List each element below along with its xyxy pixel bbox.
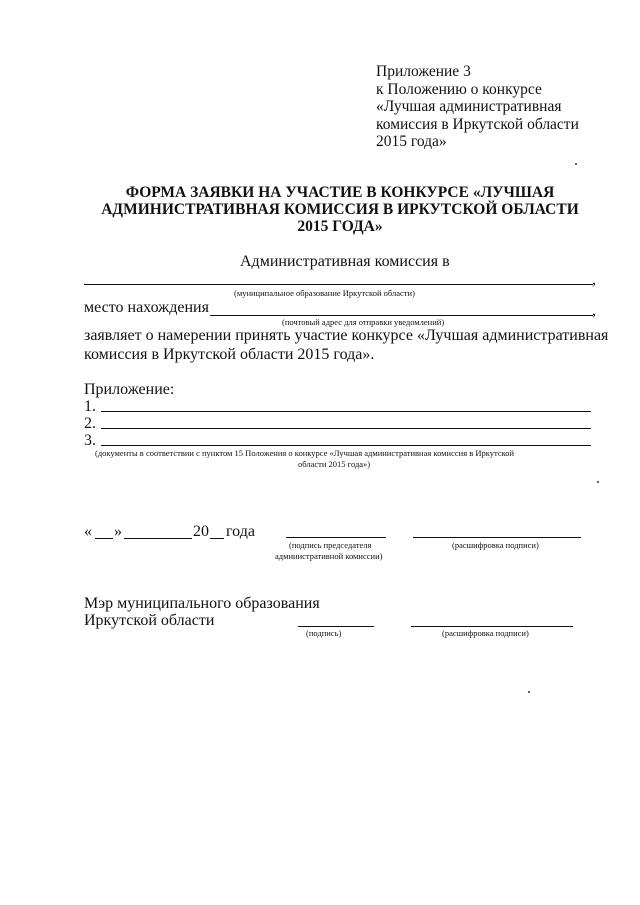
appendix-header — [376, 63, 579, 151]
attachments-heading: Приложение: — [84, 381, 175, 398]
address-field-line[interactable] — [210, 315, 593, 316]
statement-line: заявляет о намерении принять участие конкурсе «Лучшая административная — [84, 327, 609, 344]
date-open-quote: « — [84, 523, 92, 540]
appendix-line: Приложение 3 — [376, 63, 471, 80]
municipality-field-line[interactable] — [84, 284, 593, 285]
appendix-line: «Лучшая административная — [376, 98, 562, 115]
year-field-line[interactable] — [210, 538, 224, 539]
chair-decoding-caption: (расшифровка подписи) — [452, 540, 539, 550]
attachment-field-line[interactable] — [101, 428, 591, 429]
title-line: АДМИНИСТРАТИВНАЯ КОМИССИЯ В ИРКУТСКОЙ ОБЛАСТИ — [101, 201, 579, 218]
mayor-region: Иркутской области — [84, 612, 215, 629]
title-line: ФОРМА ЗАЯВКИ НА УЧАСТИЕ В КОНКУРСЕ «ЛУЧШАЯ — [125, 184, 555, 201]
mayor-decoding-line[interactable] — [411, 626, 573, 627]
comma: , — [592, 302, 596, 319]
chair-signature-caption: (подпись председателя — [289, 540, 372, 550]
attachment-field-line[interactable] — [101, 445, 591, 446]
form-title — [70, 184, 610, 235]
appendix-line: к Положению о конкурсе — [376, 80, 542, 98]
scan-speck — [528, 691, 530, 693]
attachments-caption: (документы в соответствии с пунктом 15 Положения о конкурсе «Лучшая административная комиссия в Иркутской — [95, 448, 515, 458]
statement-line: комиссия в Иркутской области 2015 года». — [84, 346, 375, 363]
chair-signature-line[interactable] — [286, 537, 386, 538]
attachment-number: 3. — [84, 432, 96, 449]
day-field-line[interactable] — [95, 538, 113, 539]
scan-speck — [575, 163, 577, 165]
mayor-signature-caption: (подпись) — [306, 628, 342, 638]
appendix-line: 2015 года» — [376, 133, 447, 150]
chair-signature-caption: административной комиссии) — [275, 551, 383, 561]
mayor-decoding-caption: (расшифровка подписи) — [442, 628, 529, 638]
commission-heading: Административная комиссия в — [240, 253, 450, 270]
mayor-signature-line[interactable] — [298, 626, 374, 627]
appendix-line: комиссия в Иркутской области — [376, 115, 579, 133]
address-caption: (почтовый адрес для отправки уведомлений) — [282, 317, 445, 327]
municipality-caption: (муниципальное образование Иркутской области) — [234, 288, 415, 298]
year-prefix: 20 — [193, 523, 209, 540]
attachment-number: 2. — [84, 415, 96, 432]
location-label: место нахождения — [84, 299, 209, 316]
attachments-caption: области 2015 года») — [298, 459, 371, 469]
scan-speck — [597, 481, 599, 483]
attachment-number: 1. — [84, 398, 96, 415]
year-suffix: года — [226, 523, 255, 540]
mayor-title: Мэр муниципального образования — [84, 595, 320, 612]
attachment-field-line[interactable] — [101, 411, 591, 412]
month-field-line[interactable] — [124, 538, 192, 539]
comma: , — [592, 271, 596, 288]
chair-decoding-line[interactable] — [413, 537, 581, 538]
title-line: 2015 ГОДА» — [297, 218, 383, 235]
date-close-quote: » — [114, 523, 122, 540]
